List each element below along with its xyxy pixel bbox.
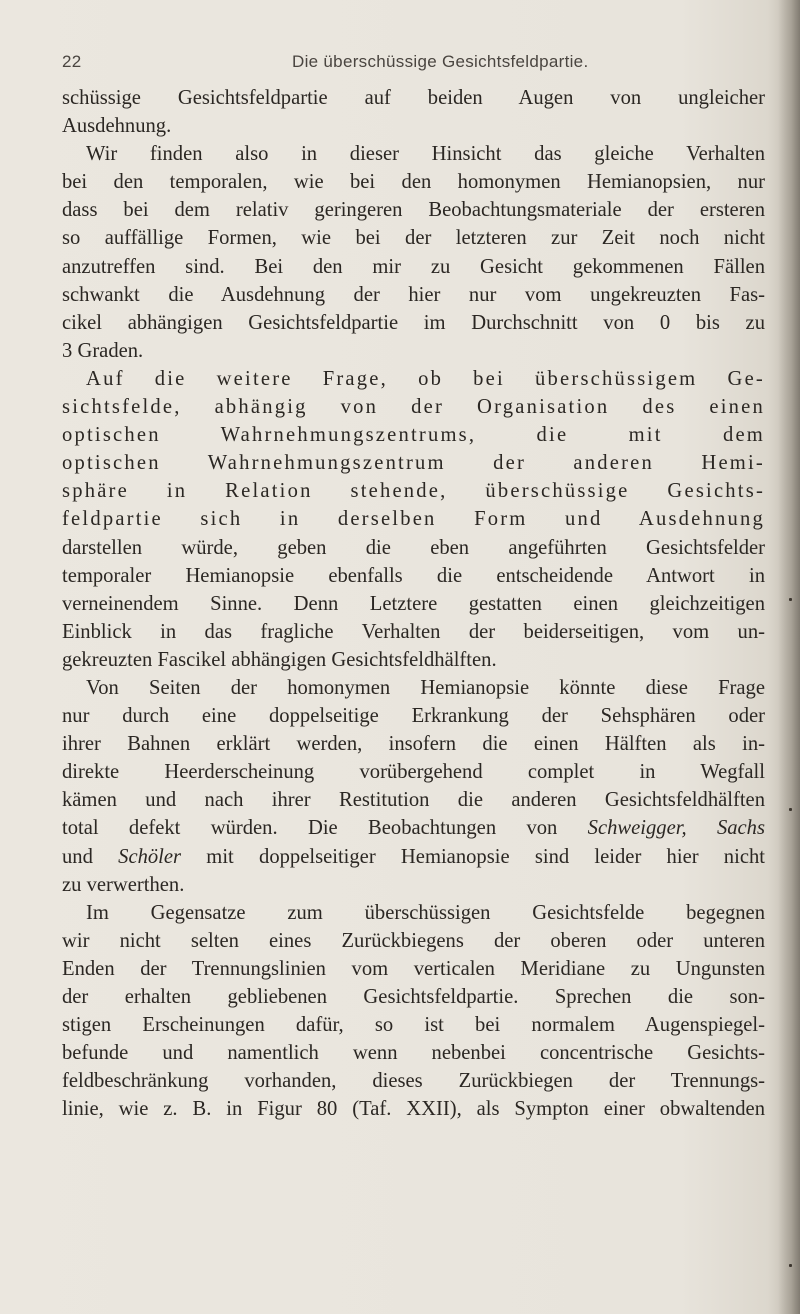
text-line: Ausdehnung. xyxy=(62,115,172,138)
text-line: direkte Heerderscheinung vorübergehend complet in Wegfall xyxy=(62,761,765,784)
author-names-italic: Schweigger, Sachs xyxy=(587,817,765,840)
margin-speck xyxy=(789,598,792,601)
author-name-italic: Schöler xyxy=(118,845,182,868)
text-line: schüssige Gesichtsfeldpartie auf beiden Augen von ungleicher xyxy=(62,87,765,109)
text-line: stigen Erscheinungen dafür, so ist bei normalem Augenspiegel- xyxy=(62,1014,765,1037)
margin-speck xyxy=(789,1264,792,1267)
text-run: total defekt würden. Die Beobachtungen von xyxy=(62,817,588,840)
text-run: mit doppelseitiger Hemianopsie sind leider hier nicht xyxy=(181,845,765,868)
text-line: sichtsfelde, abhängig von der Organisation des einen xyxy=(62,396,765,419)
text-line: befunde und namentlich wenn nebenbei concentrische Gesichts- xyxy=(62,1042,765,1065)
text-line: anzutreffen sind. Bei den mir zu Gesicht gekommenen Fällen xyxy=(62,255,765,278)
text-line: schwankt die Ausdehnung der hier nur vom ungekreuzten Fas- xyxy=(62,283,765,306)
text-line: feldbeschränkung vorhanden, dieses Zurückbiegen der Trennungs- xyxy=(62,1070,765,1093)
text-line: so auffällige Formen, wie bei der letzteren zur Zeit noch nicht xyxy=(62,227,765,250)
text-line xyxy=(62,814,765,842)
text-line: cikel abhängigen Gesichtsfeldpartie im Durchschnitt von 0 bis zu xyxy=(62,311,765,334)
text-line: Im Gegensatze zum überschüssigen Gesichtsfelde begegnen xyxy=(86,901,765,924)
text-line: wir nicht selten eines Zurückbiegens der oberen oder unteren xyxy=(62,929,765,952)
text-line: darstellen würde, geben die eben angeführten Gesichtsfelder xyxy=(62,536,765,559)
page-number: 22 xyxy=(62,52,82,71)
text-line: nur durch eine doppelseitige Erkrankung der Sehsphären oder xyxy=(62,705,765,728)
text-line: feldpartie sich in derselben Form und Ausdehnung xyxy=(62,508,765,531)
text-line: dass bei dem relativ geringeren Beobachtungsmateriale der ersteren xyxy=(62,199,765,222)
page-edge-shadow xyxy=(778,0,800,1314)
text-line: Enden der Trennungslinien vom verticalen Meridiane zu Ungunsten xyxy=(62,957,765,980)
text-line: sphäre in Relation stehende, überschüssige Gesichts- xyxy=(62,480,765,503)
text-line: gekreuzten Fascikel abhängigen Gesichtsfeldhälften. xyxy=(62,648,497,671)
running-title: Die überschüssige Gesichtsfeldpartie. xyxy=(292,52,589,71)
text-line: kämen und nach ihrer Restitution die anderen Gesichtsfeldhälften xyxy=(62,789,765,812)
text-line xyxy=(62,843,765,871)
text-line: Einblick in das fragliche Verhalten der beiderseitigen, vom un- xyxy=(62,620,765,643)
text-line: Von Seiten der homonymen Hemianopsie könnte diese Frage xyxy=(86,676,765,699)
text-line: zu verwerthen. xyxy=(62,873,185,896)
text-line: der erhalten gebliebenen Gesichtsfeldpartie. Sprechen die son- xyxy=(62,986,765,1008)
text-line: ihrer Bahnen erklärt werden, insofern die einen Hälften als in- xyxy=(62,733,765,756)
body-text xyxy=(62,84,765,1123)
text-line: 3 Graden. xyxy=(62,339,144,362)
text-line: optischen Wahrnehmungszentrum der anderen Hemi- xyxy=(62,452,765,475)
text-line: verneinendem Sinne. Denn Letztere gestatten einen gleichzeitigen xyxy=(62,592,765,615)
text-line: bei den temporalen, wie bei den homonymen Hemianopsien, nur xyxy=(62,171,765,194)
text-line: Auf die weitere Frage, ob bei überschüssigem Ge- xyxy=(86,367,765,390)
text-line: Wir finden also in dieser Hinsicht das gleiche Verhalten xyxy=(86,143,765,166)
text-line: optischen Wahrnehmungszentrums, die mit dem xyxy=(62,424,765,447)
text-run: und xyxy=(62,845,119,868)
margin-speck xyxy=(789,808,792,811)
text-line: linie, wie z. B. in Figur 80 (Taf. XXII), als Sympton einer obwaltenden xyxy=(62,1098,765,1121)
text-line: temporaler Hemianopsie ebenfalls die entscheidende Antwort in xyxy=(62,564,765,587)
